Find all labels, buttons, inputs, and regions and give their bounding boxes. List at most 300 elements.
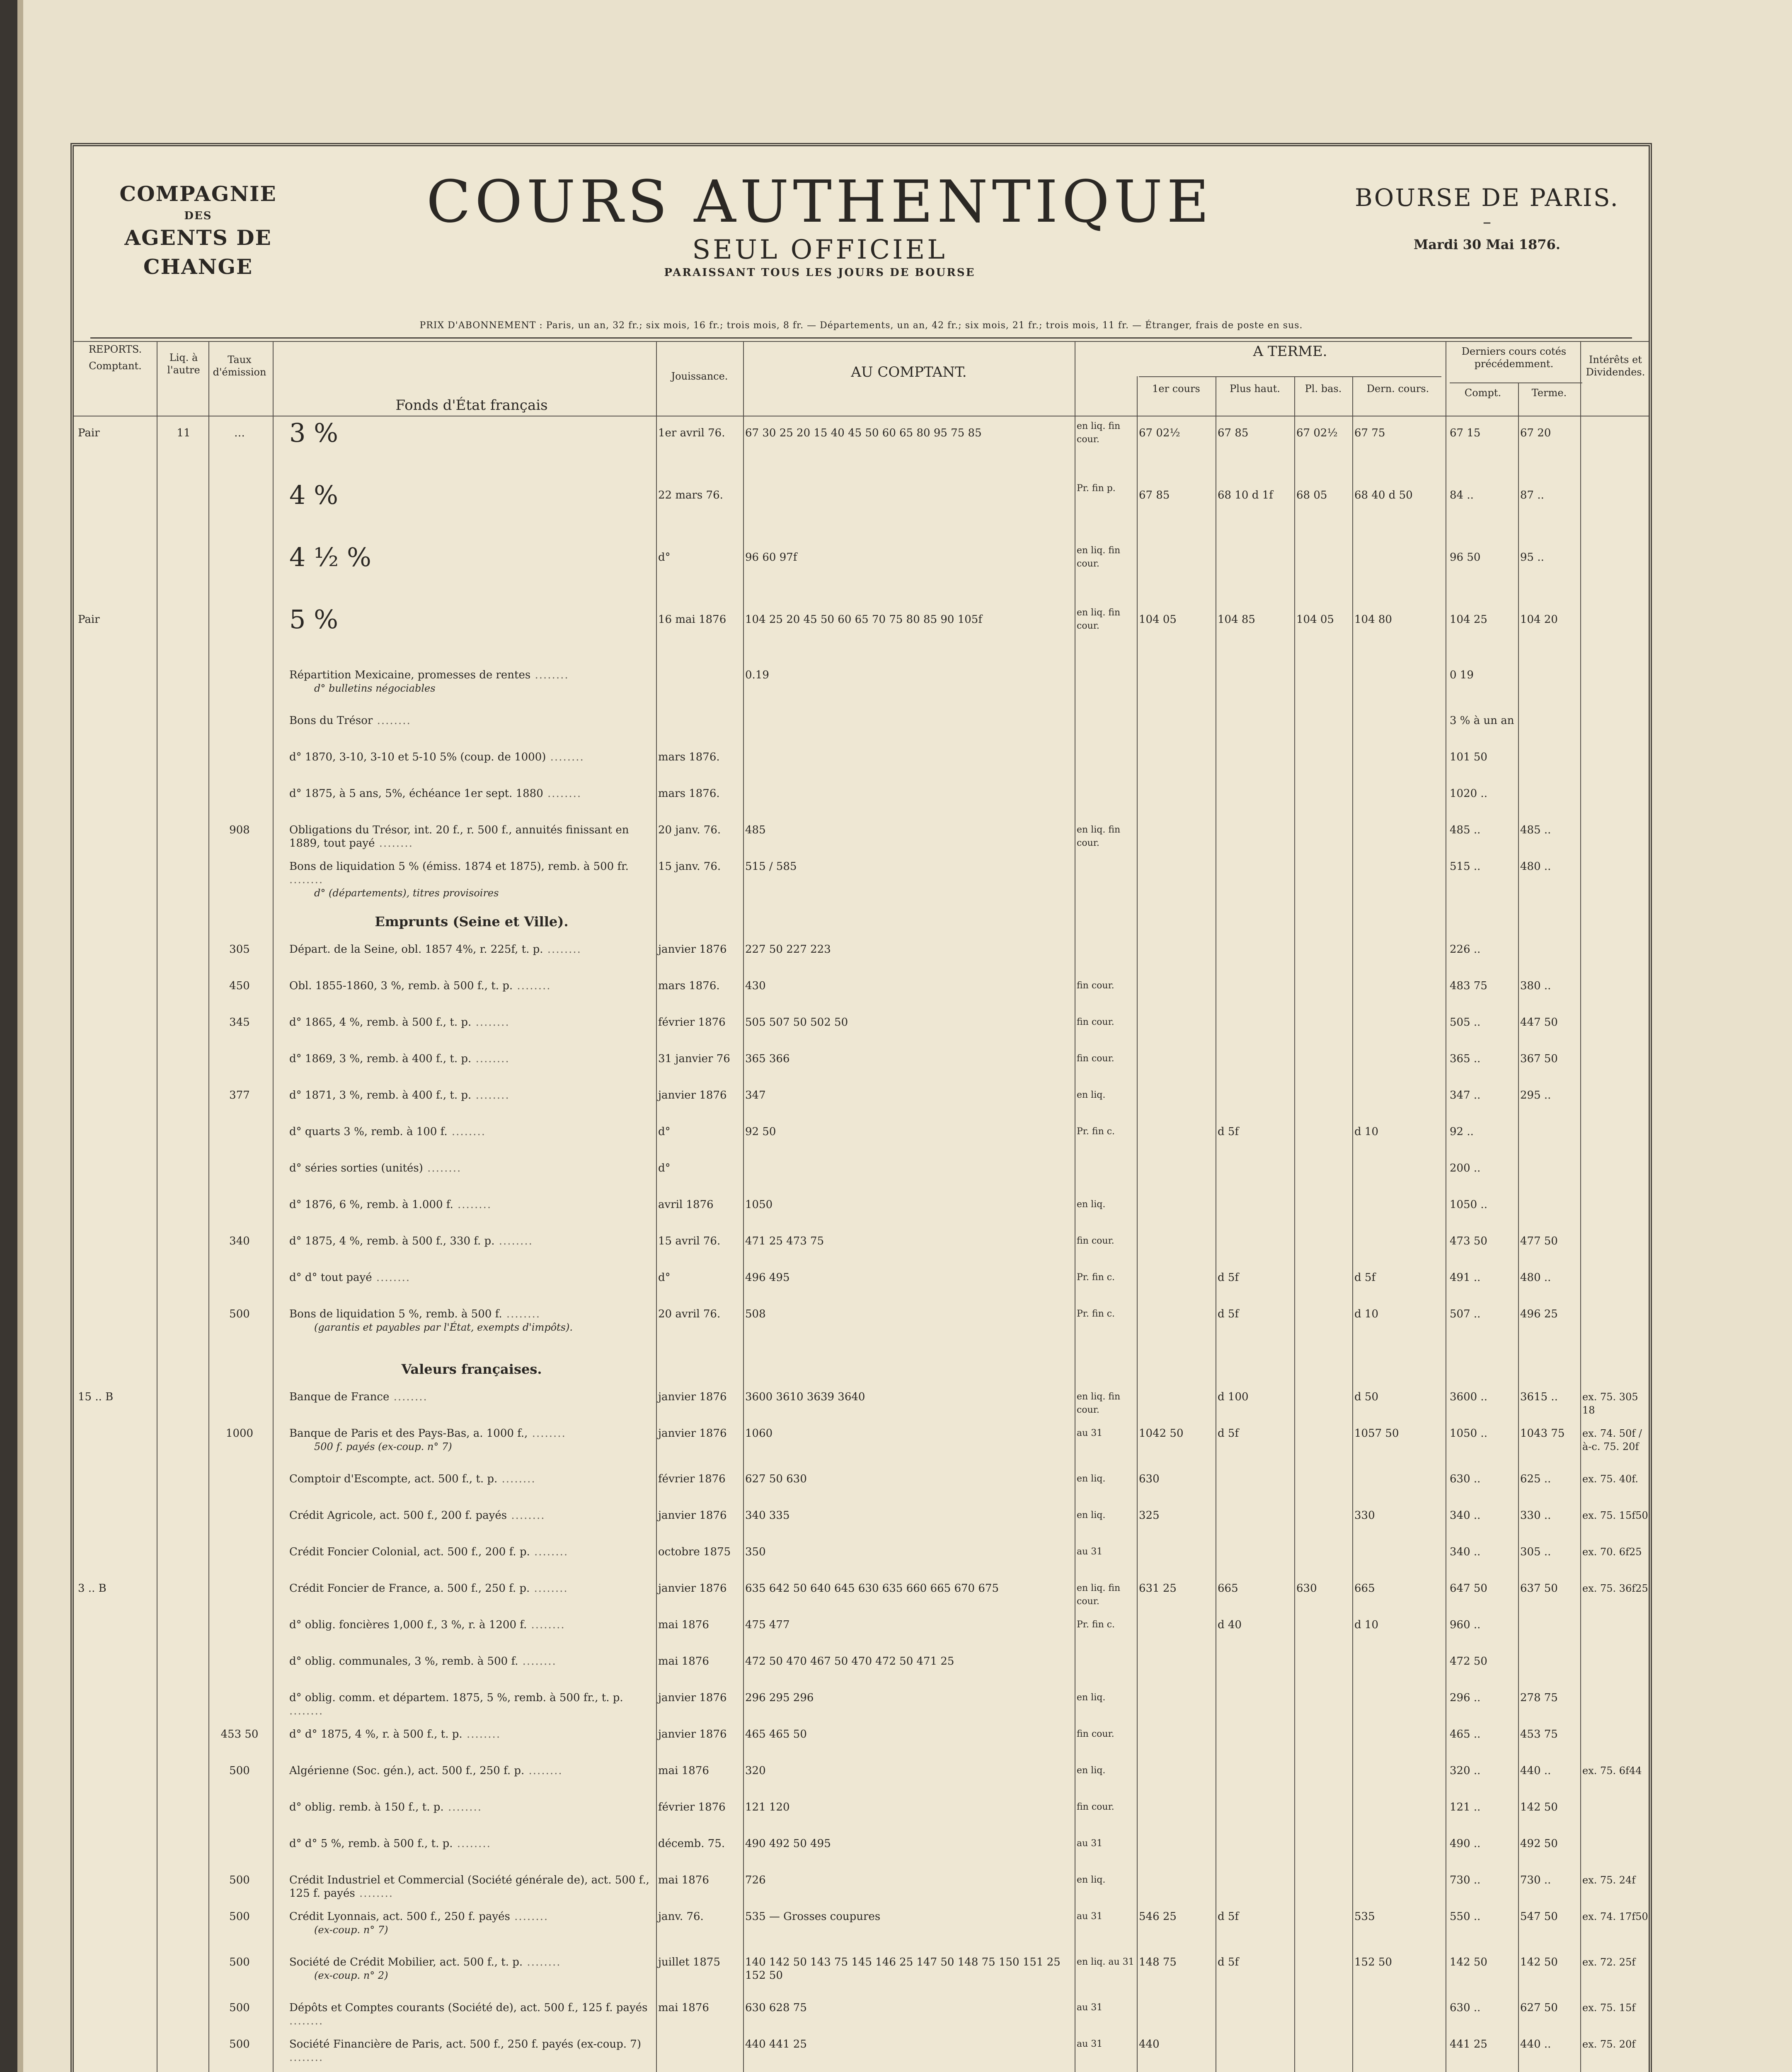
prev-compt-cell: 1020 .. [1450, 787, 1487, 800]
prev-terme-cell: 730 .. [1520, 1874, 1551, 1886]
security-name [289, 1956, 654, 1982]
table-row [74, 1801, 1649, 1837]
terme-cell: en liq. [1077, 1875, 1106, 1885]
security-label: Bons de liquidation 5 % (émiss. 1874 et 1875), remb. à 500 fr. [289, 860, 629, 873]
plus-haut-cell: 665 [1218, 1582, 1238, 1595]
prev-compt-cell: 1050 .. [1450, 1198, 1487, 1211]
security-sub: (garantis et payables par l'État, exempts d'impôts). [314, 1322, 573, 1333]
dernier-cours-cell: 68 40 d 50 [1354, 489, 1413, 501]
prev-terme-cell: 637 50 [1520, 1582, 1558, 1595]
liq-cell: 11 [177, 427, 191, 439]
plus-haut-cell: d 5f [1218, 1308, 1239, 1320]
prev-compt-cell: 84 .. [1450, 489, 1474, 501]
jouissance-cell: janvier 1876 [658, 1582, 727, 1595]
taux-cell: 1000 [225, 1427, 254, 1440]
security-name [289, 1125, 654, 1138]
jouissance-cell: octobre 1875 [658, 1546, 731, 1558]
terme-cell: fin cour. [1077, 1236, 1114, 1246]
security-label: d° 1865, 4 %, remb. à 500 f., t. p. [289, 1016, 472, 1029]
leader-dots: ........ [530, 1546, 569, 1558]
interets-cell: ex. 75. 305 18 [1582, 1391, 1638, 1416]
comptant-cell: 365 366 [745, 1053, 790, 1065]
terme-cell: en liq. fin cour. [1077, 608, 1121, 631]
prev-terme-cell: 547 50 [1520, 1910, 1558, 1923]
security-name [289, 1618, 654, 1631]
security-name [289, 1545, 654, 1559]
prev-compt-cell: 1050 .. [1450, 1427, 1487, 1440]
prev-terme-cell: 142 50 [1520, 1801, 1558, 1813]
table-row [74, 943, 1649, 979]
leader-dots: ........ [528, 1427, 566, 1440]
taux-cell: 345 [229, 1016, 250, 1029]
col-premier-cours: 1er cours [1152, 383, 1200, 395]
jouissance-cell: 20 janv. 76. [658, 824, 721, 836]
col-comptant-report: Comptant. [89, 360, 142, 372]
section-emprunts: Emprunts (Seine et Ville). [375, 914, 569, 929]
table-row [74, 1427, 1649, 1472]
taux-cell: 450 [229, 980, 250, 992]
table-row [74, 482, 1649, 544]
comptant-cell: 3600 3610 3639 3640 [745, 1391, 865, 1403]
security-label: d° d° 5 %, remb. à 500 f., t. p. [289, 1837, 453, 1850]
comptant-cell: 726 [745, 1874, 766, 1886]
subscription-line: PRIX D'ABONNEMENT : Paris, un an, 32 fr.; six mois, 16 fr.; trois mois, 8 fr. — Départements, un an, 42 fr.; six mois, 21 fr.; trois mois, 11 fr. — Étranger, frais de poste en sus. [90, 320, 1632, 339]
taux-cell: 908 [229, 824, 250, 836]
leader-dots: ........ [423, 1162, 462, 1174]
security-label: d° quarts 3 %, remb. à 100 f. [289, 1126, 448, 1138]
jouissance-cell: 16 mai 1876 [658, 613, 726, 626]
tagline: PARAISSANT TOUS LES JOURS DE BOURSE [664, 266, 976, 279]
terme-cell: Pr. fin p. [1077, 483, 1116, 494]
prev-compt-cell: 483 75 [1450, 980, 1487, 992]
leader-dots: ........ [543, 943, 581, 956]
terme-cell: en liq. [1077, 1090, 1106, 1100]
jouissance-cell: janvier 1876 [658, 1391, 727, 1403]
security-label: d° oblig. remb. à 150 f., t. p. [289, 1801, 444, 1813]
prev-compt-cell: 92 .. [1450, 1126, 1474, 1138]
leader-dots: ........ [530, 1582, 568, 1595]
col-derniers-cours: Derniers cours cotés précédemment. [1461, 346, 1567, 370]
jouissance-cell: décemb. 75. [658, 1837, 725, 1850]
security-name [289, 823, 654, 850]
comptant-cell: 0.19 [745, 669, 769, 681]
plus-haut-cell: d 40 [1218, 1619, 1242, 1631]
comptant-cell: 505 507 50 502 50 [745, 1016, 848, 1029]
subtitle: SEUL OFFICIEL [692, 235, 947, 265]
security-name [289, 1271, 654, 1284]
comptant-cell: 140 142 50 143 75 145 146 25 147 50 148 75 150 151 25 152 50 [745, 1956, 1061, 1982]
security-name [289, 1655, 654, 1668]
taux-cell: 377 [229, 1089, 250, 1101]
company-block [111, 179, 285, 281]
leader-dots: ........ [447, 1126, 486, 1138]
security-sub: d° bulletins négociables [314, 683, 436, 694]
prev-compt-cell: 485 .. [1450, 824, 1481, 836]
jouissance-cell: janvier 1876 [658, 1692, 727, 1704]
security-label: Bons de liquidation 5 %, remb. à 500 f. [289, 1308, 502, 1320]
jouissance-cell: 15 avril 76. [658, 1235, 721, 1247]
comptant-cell: 465 465 50 [745, 1728, 807, 1740]
prev-terme-cell: 367 50 [1520, 1053, 1558, 1065]
leader-dots: ........ [289, 874, 324, 886]
prev-terme-cell: 477 50 [1520, 1235, 1558, 1247]
interets-cell: ex. 75. 40f. [1582, 1473, 1638, 1485]
report-cell: 15 .. B [78, 1391, 114, 1403]
security-label: d° d° 1875, 4 %, r. à 500 f., t. p. [289, 1728, 463, 1740]
table-row [74, 1655, 1649, 1691]
dernier-cours-cell: 67 75 [1354, 427, 1385, 439]
prev-terme-cell: 1043 75 [1520, 1427, 1565, 1440]
prev-compt-cell: 647 50 [1450, 1582, 1487, 1595]
leader-dots: ........ [373, 714, 411, 727]
dernier-cours-cell: 1057 50 [1354, 1427, 1399, 1440]
security-name [289, 787, 654, 800]
table-row [74, 1162, 1649, 1198]
terme-cell: en liq. [1077, 1474, 1106, 1484]
security-name [289, 1390, 654, 1404]
premier-cours-cell: 631 25 [1139, 1582, 1177, 1595]
interets-cell: ex. 74. 17f50 [1582, 1911, 1648, 1922]
table-row [74, 750, 1649, 787]
leader-dots: ........ [518, 1655, 557, 1668]
terme-cell: en liq. [1077, 1199, 1106, 1210]
prev-compt-cell: 3600 .. [1450, 1391, 1487, 1403]
leader-dots: ........ [289, 2015, 324, 2027]
security-label: Société de Crédit Mobilier, act. 500 f., t. p. [289, 1956, 523, 1968]
comptant-cell: 535 — Grosses coupures [745, 1910, 881, 1923]
taux-cell: 500 [229, 1910, 250, 1923]
leader-dots: ........ [471, 1016, 510, 1029]
prev-compt-cell: 200 .. [1450, 1162, 1481, 1174]
prev-compt-cell: 0 19 [1450, 669, 1474, 681]
plus-haut-cell: 67 85 [1218, 427, 1249, 439]
issue-date: Mardi 30 Mai 1876. [1413, 237, 1560, 252]
col-plus-bas: Pl. bas. [1305, 383, 1342, 395]
col-au-comptant: AU COMPTANT. [851, 364, 967, 380]
table-row [74, 1764, 1649, 1801]
leader-dots: ........ [289, 2051, 324, 2064]
interets-cell: ex. 75. 6f44 [1582, 1765, 1642, 1777]
leader-dots: ........ [513, 980, 551, 992]
report-cell: Pair [78, 427, 100, 439]
prev-compt-cell: 121 .. [1450, 1801, 1481, 1813]
prev-terme-cell: 3615 .. [1520, 1391, 1558, 1403]
terme-cell: fin cour. [1077, 1802, 1114, 1812]
security-name [289, 1764, 654, 1777]
table-row [74, 606, 1649, 668]
plus-haut-cell: d 5f [1218, 1956, 1239, 1968]
dernier-cours-cell: d 5f [1354, 1271, 1376, 1284]
table-row [74, 1390, 1649, 1427]
leader-dots: ........ [443, 1801, 482, 1813]
prev-terme-cell: 480 .. [1520, 860, 1551, 873]
jouissance-cell: mai 1876 [658, 2002, 709, 2014]
prev-compt-cell: 507 .. [1450, 1308, 1481, 1320]
jouissance-cell: janv. 76. [658, 1910, 704, 1923]
leader-dots: ........ [527, 1619, 565, 1631]
security-label: d° 1869, 3 %, remb. à 400 f., t. p. [289, 1053, 472, 1065]
prev-compt-cell: 340 .. [1450, 1509, 1481, 1522]
prev-terme-cell: 492 50 [1520, 1837, 1558, 1850]
security-name [289, 860, 654, 900]
security-name [289, 2038, 654, 2064]
table-row [74, 860, 1649, 905]
leader-dots: ........ [471, 1089, 510, 1101]
interets-cell: ex. 75. 15f [1582, 2002, 1636, 2014]
table-row [74, 1234, 1649, 1271]
terme-cell: en liq. fin cour. [1077, 1392, 1121, 1415]
comptant-cell: 1060 [745, 1427, 773, 1440]
terme-cell: en liq. fin cour. [1077, 825, 1121, 848]
table-row [74, 1910, 1649, 1956]
jouissance-cell: d° [658, 1271, 671, 1284]
jouissance-cell: janvier 1876 [658, 1427, 727, 1440]
terme-cell: au 31 [1077, 1547, 1103, 1557]
comptant-cell: 320 [745, 1765, 766, 1777]
terme-cell: Pr. fin c. [1077, 1309, 1115, 1319]
report-cell: Pair [78, 613, 100, 626]
prev-compt-cell: 505 .. [1450, 1016, 1481, 1029]
jouissance-cell: juillet 1875 [658, 1956, 721, 1968]
section-valeurs: Valeurs françaises. [401, 1361, 542, 1377]
prev-compt-cell: 347 .. [1450, 1089, 1481, 1101]
prev-terme-cell: 104 20 [1520, 613, 1558, 626]
jouissance-cell: février 1876 [658, 1473, 726, 1485]
leader-dots: ........ [289, 1705, 324, 1717]
premier-cours-cell: 67 02½ [1139, 427, 1180, 439]
comptant-cell: 92 50 [745, 1126, 776, 1138]
security-name [289, 1837, 654, 1850]
dernier-cours-cell: d 10 [1354, 1308, 1378, 1320]
security-label: d° séries sorties (unités) [289, 1162, 423, 1174]
prev-terme-cell: 142 50 [1520, 1956, 1558, 1968]
comptant-cell: 67 30 25 20 15 40 45 50 60 65 80 95 75 85 [745, 427, 982, 439]
jouissance-cell: mai 1876 [658, 1874, 709, 1886]
security-label: Banque de France [289, 1391, 390, 1403]
main-title: COURS AUTHENTIQUE [426, 168, 1213, 236]
bulletin-page [70, 143, 1652, 2072]
premier-cours-cell: 1042 50 [1139, 1427, 1184, 1440]
prev-terme-cell: 95 .. [1520, 551, 1544, 564]
security-label: d° 1870, 3-10, 3-10 et 5-10 5% (coup. de 1000) [289, 751, 546, 763]
security-label: Crédit Foncier Colonial, act. 500 f., 200 f. p. [289, 1546, 530, 1558]
comptant-cell: 472 50 470 467 50 470 472 50 471 25 [745, 1655, 954, 1668]
table-row [74, 1837, 1649, 1874]
prev-compt-cell: 320 .. [1450, 1765, 1481, 1777]
interets-cell: ex. 75. 36f25 [1582, 1583, 1648, 1594]
leader-dots: ........ [453, 1837, 491, 1850]
security-sub: 500 f. payés (ex-coup. n° 7) [314, 1441, 452, 1452]
comptant-cell: 347 [745, 1089, 766, 1101]
prev-terme-cell: 453 75 [1520, 1728, 1558, 1740]
prev-terme-cell: 440 .. [1520, 1765, 1551, 1777]
rule [1139, 376, 1441, 377]
prev-compt-cell: 490 .. [1450, 1837, 1481, 1850]
jouissance-cell: janvier 1876 [658, 943, 727, 956]
security-sub: (ex-coup. n° 2) [314, 1970, 388, 1981]
security-name [289, 750, 654, 764]
prev-compt-cell: 96 50 [1450, 551, 1481, 564]
security-label: 4 ½ % [289, 542, 371, 572]
prev-terme-cell: 330 .. [1520, 1509, 1551, 1522]
jouissance-cell: 20 avril 76. [658, 1308, 721, 1320]
terme-cell: au 31 [1077, 1911, 1103, 1922]
security-label: d° 1871, 3 %, remb. à 400 f., t. p. [289, 1089, 472, 1101]
security-label: d° 1875, 4 %, remb. à 500 f., 330 f. p. [289, 1235, 495, 1247]
security-name [289, 1472, 654, 1486]
table-row [74, 1691, 1649, 1728]
col-liq: Liq. à l'autre [167, 352, 200, 376]
security-name [289, 668, 654, 695]
security-name [289, 1052, 654, 1065]
prev-terme-cell: 67 20 [1520, 427, 1551, 439]
terme-cell: fin cour. [1077, 1017, 1114, 1027]
comptant-cell: 104 25 20 45 50 60 65 70 75 80 85 90 105f [745, 613, 982, 626]
table-row [74, 1472, 1649, 1509]
comptant-cell: 1050 [745, 1198, 773, 1211]
prev-compt-cell: 473 50 [1450, 1235, 1487, 1247]
jouissance-cell: février 1876 [658, 1801, 726, 1813]
security-label: Répartition Mexicaine, promesses de rentes [289, 669, 531, 681]
security-name [289, 1728, 654, 1741]
comptant-cell: 485 [745, 824, 766, 836]
security-name [289, 1582, 654, 1595]
report-cell: 3 .. B [78, 1582, 107, 1595]
prev-compt-cell: 515 .. [1450, 860, 1481, 873]
interets-cell: ex. 75. 15f50 [1582, 1510, 1648, 1521]
table-row [74, 1545, 1649, 1582]
rule [1450, 382, 1582, 383]
prev-compt-cell: 67 15 [1450, 427, 1481, 439]
jouissance-cell: février 1876 [658, 1016, 726, 1029]
plus-haut-cell: d 5f [1218, 1910, 1239, 1923]
dernier-cours-cell: 104 80 [1354, 613, 1392, 626]
interets-cell: ex. 70. 6f25 [1582, 1546, 1642, 1558]
table-row [74, 1618, 1649, 1655]
security-label: d° oblig. foncières 1,000 f., 3 %, r. à 1200 f. [289, 1619, 527, 1631]
prev-terme-cell: 295 .. [1520, 1089, 1551, 1101]
jouissance-cell: d° [658, 1126, 671, 1138]
leader-dots: ........ [510, 1910, 549, 1923]
premier-cours-cell: 440 [1139, 2038, 1160, 2050]
jouissance-cell: 22 mars 76. [658, 489, 723, 501]
security-label: Banque de Paris et des Pays-Bas, a. 1000 f., [289, 1427, 528, 1440]
prev-compt-cell: 142 50 [1450, 1956, 1487, 1968]
security-label: d° 1875, à 5 ans, 5%, échéance 1er sept. 1880 [289, 787, 543, 800]
plus-haut-cell: 104 85 [1218, 613, 1255, 626]
security-name [289, 1016, 654, 1029]
comptant-cell: 515 / 585 [745, 860, 797, 873]
security-label: d° oblig. comm. et départem. 1875, 5 %, remb. à 500 fr., t. p. [289, 1692, 623, 1704]
security-label: Algérienne (Soc. gén.), act. 500 f., 250 f. p. [289, 1765, 525, 1777]
plus-haut-cell: d 5f [1218, 1427, 1239, 1440]
prev-terme-cell: 496 25 [1520, 1308, 1558, 1320]
table-row [74, 1307, 1649, 1353]
leader-dots: ........ [355, 1887, 394, 1900]
security-name [289, 544, 654, 571]
plus-bas-cell: 630 [1296, 1582, 1317, 1595]
terme-cell: en liq. fin cour. [1077, 545, 1121, 569]
prev-compt-cell: 472 50 [1450, 1655, 1487, 1668]
jouissance-cell: 31 janvier 76 [658, 1053, 730, 1065]
rule [74, 341, 1649, 342]
comptant-cell: 630 628 75 [745, 2002, 807, 2014]
dernier-cours-cell: 330 [1354, 1509, 1375, 1522]
terme-cell: au 31 [1077, 2002, 1103, 2013]
jouissance-cell: mars 1876. [658, 980, 720, 992]
security-name [289, 1162, 654, 1175]
security-sub: d° (départements), titres provisoires [314, 887, 499, 899]
plus-haut-cell: d 5f [1218, 1126, 1239, 1138]
comptant-cell: 340 335 [745, 1509, 790, 1522]
leader-dots: ........ [462, 1728, 501, 1740]
leader-dots: ........ [546, 751, 584, 763]
jouissance-cell: mai 1876 [658, 1619, 709, 1631]
leader-dots: ........ [497, 1473, 536, 1485]
prev-terme-cell: 627 50 [1520, 2002, 1558, 2014]
leader-dots: ........ [507, 1509, 545, 1522]
security-label: Crédit Foncier de France, a. 500 f., 250 f. p. [289, 1582, 530, 1595]
plus-bas-cell: 104 05 [1296, 613, 1334, 626]
table-row [74, 1125, 1649, 1162]
table-row [74, 1874, 1649, 1910]
dernier-cours-cell: 535 [1354, 1910, 1375, 1923]
plus-haut-cell: 68 10 d 1f [1218, 489, 1273, 501]
comptant-cell: 296 295 296 [745, 1692, 814, 1704]
premier-cours-cell: 67 85 [1139, 489, 1170, 501]
premier-cours-cell: 104 05 [1139, 613, 1177, 626]
terme-cell: en liq. [1077, 1510, 1106, 1520]
jouissance-cell: mai 1876 [658, 1765, 709, 1777]
table-row [74, 1271, 1649, 1307]
terme-cell: Pr. fin c. [1077, 1272, 1115, 1283]
security-label: d° 1876, 6 %, remb. à 1.000 f. [289, 1198, 453, 1211]
prev-terme-cell: 625 .. [1520, 1473, 1551, 1485]
dernier-cours-cell: d 50 [1354, 1391, 1378, 1403]
security-name [289, 1198, 654, 1211]
bourse-block [1342, 184, 1632, 252]
security-name [289, 1691, 654, 1718]
comptant-cell: 96 60 97f [745, 551, 797, 564]
premier-cours-cell: 148 75 [1139, 1956, 1177, 1968]
prev-compt-cell: 465 .. [1450, 1728, 1481, 1740]
bourse-label: BOURSE DE PARIS. [1355, 184, 1619, 212]
prev-compt-cell: 630 .. [1450, 1473, 1481, 1485]
leader-dots: ........ [494, 1235, 533, 1247]
security-name [289, 1801, 654, 1814]
security-label: Obl. 1855-1860, 3 %, remb. à 500 f., t. p. [289, 980, 513, 992]
leader-dots: ........ [502, 1308, 541, 1320]
terme-cell: Pr. fin c. [1077, 1126, 1115, 1137]
security-name [289, 1307, 654, 1334]
dernier-cours-cell: d 10 [1354, 1619, 1378, 1631]
table-row [74, 1728, 1649, 1764]
prev-terme-cell: 380 .. [1520, 980, 1551, 992]
security-label: 3 % [289, 418, 339, 448]
terme-cell: fin cour. [1077, 1053, 1114, 1064]
col-taux: Taux d'émission [213, 354, 266, 378]
terme-cell: Pr. fin c. [1077, 1619, 1115, 1630]
comptant-cell: 475 477 [745, 1619, 790, 1631]
security-label: Obligations du Trésor, int. 20 f., r. 500 f., annuités finissant en 1889, tout payé [289, 824, 629, 850]
table-row [74, 714, 1649, 750]
plus-bas-cell: 67 02½ [1296, 427, 1338, 439]
comptant-cell: 121 120 [745, 1801, 790, 1813]
terme-cell: en liq. [1077, 1692, 1106, 1703]
comptant-cell: 508 [745, 1308, 766, 1320]
col-reports: REPORTS. [88, 344, 142, 355]
prev-compt-cell: 365 .. [1450, 1053, 1481, 1065]
